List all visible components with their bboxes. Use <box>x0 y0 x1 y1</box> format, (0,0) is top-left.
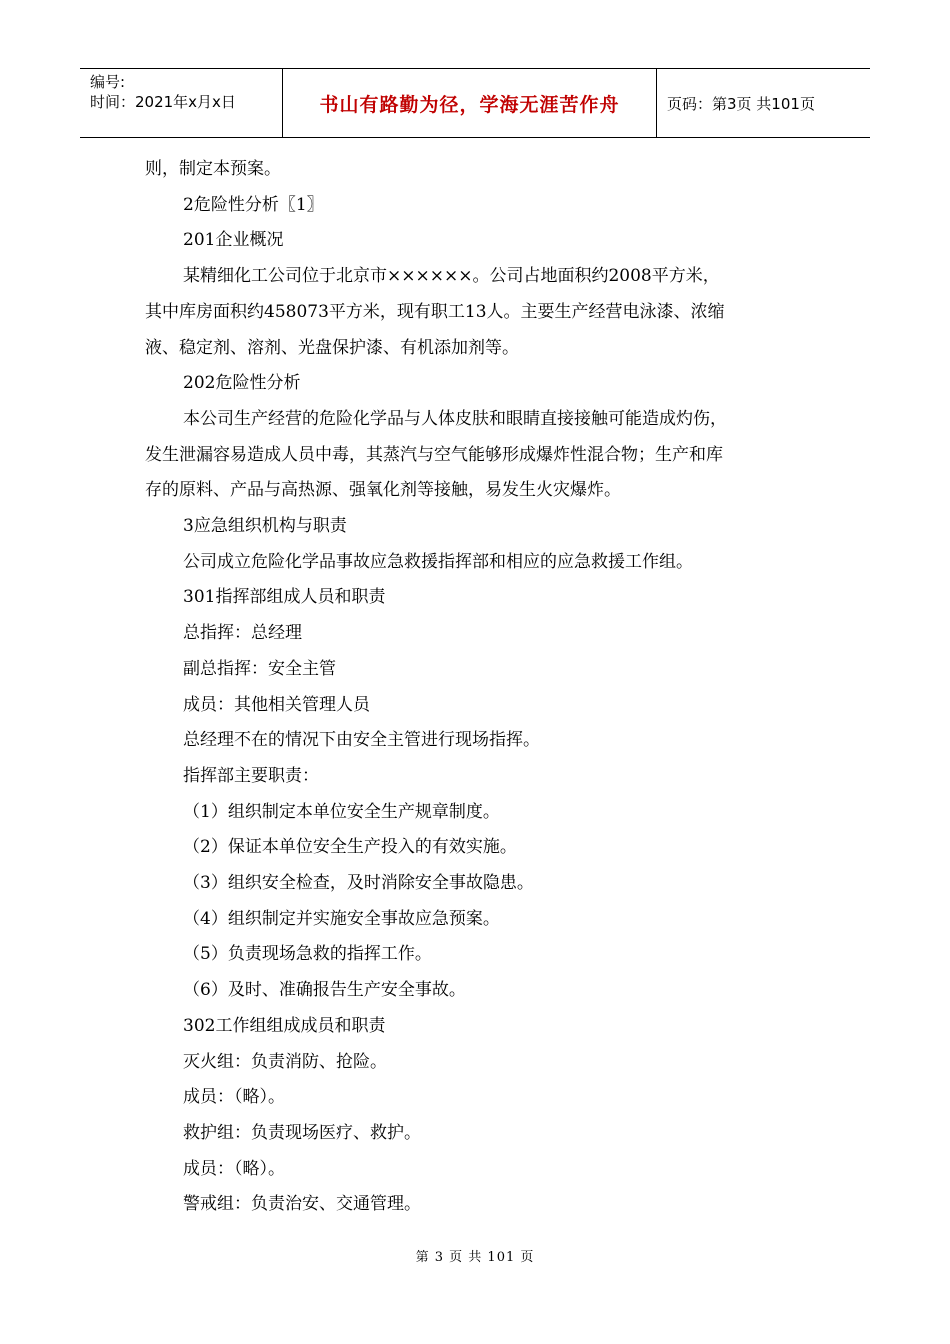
paragraph-line: （4）组织制定并实施安全事故应急预案。 <box>183 908 500 929</box>
paragraph-line: （6）及时、准确报告生产安全事故。 <box>183 980 466 1001</box>
document-body <box>145 152 815 1223</box>
document-date: 时间：2021年x月x日 <box>90 93 236 111</box>
paragraph-line: 成员：（略）。 <box>183 1087 285 1108</box>
header-motto: 书山有路勤为径，学海无涯苦作舟 <box>282 69 657 137</box>
paragraph-line: 公司成立危险化学品事故应急救援指挥部和相应的应急救援工作组。 <box>183 551 693 572</box>
header-page-info: 页码：第3页 共101页 <box>667 94 815 113</box>
paragraph-line: 警戒组：负责治安、交通管理。 <box>183 1194 421 1215</box>
paragraph-line: 指挥部主要职责： <box>183 765 319 786</box>
paragraph-line: 本公司生产经营的危险化学品与人体皮肤和眼睛直接接触可能造成灼伤， <box>183 408 727 429</box>
paragraph-line: 成员：其他相关管理人员 <box>183 694 370 715</box>
paragraph-line: （3）组织安全检查，及时消除安全事故隐患。 <box>183 873 534 894</box>
header-meta <box>80 69 282 137</box>
paragraph-line: 某精细化工公司位于北京市××××××。公司占地面积约2008平方米， <box>183 266 720 287</box>
paragraph-line: 成员：（略）。 <box>183 1158 285 1179</box>
page-footer: 第 3 页 共 101 页 <box>415 1250 535 1265</box>
paragraph-line: 发生泄漏容易造成人员中毒，其蒸汽与空气能够形成爆炸性混合物；生产和库 <box>145 444 723 465</box>
paragraph-line: （5）负责现场急救的指挥工作。 <box>183 944 432 965</box>
paragraph-line: 副总指挥：安全主管 <box>183 658 336 679</box>
paragraph-line: 其中库房面积约458073平方米，现有职工13人。主要生产经营电泳漆、浓缩 <box>145 301 725 322</box>
document-code-label: 编号: <box>90 73 126 91</box>
paragraph-line: 301指挥部组成人员和职责 <box>183 587 386 608</box>
paragraph-line: 总经理不在的情况下由安全主管进行现场指挥。 <box>183 730 540 751</box>
paragraph-line: 总指挥：总经理 <box>183 623 302 644</box>
page-header <box>80 68 870 138</box>
paragraph-line: 201企业概况 <box>183 230 284 251</box>
paragraph-line: 救护组：负责现场医疗、救护。 <box>183 1122 421 1143</box>
paragraph-line: 液、稳定剂、溶剂、光盘保护漆、有机添加剂等。 <box>145 337 519 358</box>
paragraph-line: 302工作组组成成员和职责 <box>183 1015 386 1036</box>
paragraph-line: （1）组织制定本单位安全生产规章制度。 <box>183 801 500 822</box>
paragraph-line: 2危险性分析〖1〗 <box>183 194 324 215</box>
paragraph-line: 存的原料、产品与高热源、强氧化剂等接触，易发生火灾爆炸。 <box>145 480 621 501</box>
paragraph-line: （2）保证本单位安全生产投入的有效实施。 <box>183 837 517 858</box>
paragraph-line: 3应急组织机构与职责 <box>183 516 347 537</box>
paragraph-line: 灭火组：负责消防、抢险。 <box>183 1051 387 1072</box>
paragraph-line: 则，制定本预案。 <box>145 159 281 179</box>
paragraph-line: 202危险性分析 <box>183 373 301 394</box>
